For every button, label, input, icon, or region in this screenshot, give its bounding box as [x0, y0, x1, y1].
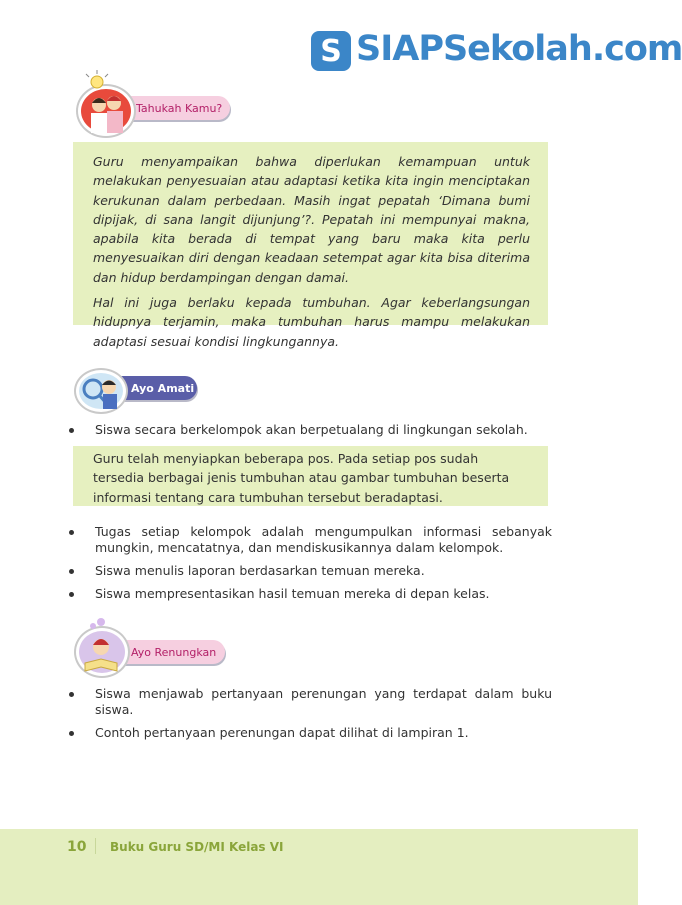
list-item: Tugas setiap kelompok adalah mengumpulkan informasi sebanyak mungkin, mencatatnya, dan mendiskusikannya dalam kelompok. [62, 524, 552, 556]
footer-divider [95, 838, 96, 854]
amati-box-text: Guru telah menyiapkan beberapa pos. Pada setiap pos sudah tersedia berbagai jenis tumbuhan atau gambar tumbuhan beserta informasi tentang cara tumbuhan tersebut beradaptasi. [93, 451, 510, 505]
renungkan-bullet-list [62, 686, 552, 748]
tahukah-paragraph-2: Hal ini juga berlaku kepada tumbuhan. Agar keberlangsungan hidupnya terjamin, maka tumbuhan harus mampu melakukan adaptasi sesuai kondisi lingkungannya. [93, 295, 530, 349]
book-title: Buku Guru SD/MI Kelas VI [110, 840, 284, 854]
list-item: Contoh pertanyaan perenungan dapat dilihat di lampiran 1. [62, 725, 552, 741]
section-label-tahukah [122, 96, 230, 120]
list-item: Siswa mempresentasikan hasil temuan mereka di depan kelas. [62, 586, 552, 602]
tahukah-paragraph-1: Guru menyampaikan bahwa diperlukan kemampuan untuk melakukan penyesuaian atau adaptasi ketika kita ingin menciptakan kerukunan dalam perbedaan. Masih ingat pepatah ‘Dimana bumi dipijak, di sana langit dijunjung’?. Pepatah ini mempunyai makna, apabila kita berada di tempat yang baru maka kita perlu menyesuaikan diri dengan keadaan setempat agar kita bisa diterima dan hidup berdampingan dengan damai. [93, 154, 530, 285]
tahukah-info-box [73, 142, 548, 349]
watermark-brand: SIAPSekolah.com [356, 29, 682, 69]
section-label-amati [117, 376, 197, 400]
observe-magnifier-icon [76, 370, 126, 412]
reflect-reading-icon [76, 628, 128, 676]
list-item: Siswa secara berkelompok akan berpetualang di lingkungan sekolah. [62, 422, 552, 438]
section-label-text: Tahukah Kamu? [136, 101, 223, 115]
section-label-text: Ayo Amati [131, 381, 195, 395]
section-label-renungkan [117, 640, 225, 664]
list-item: Siswa menjawab pertanyaan perenungan yang terdapat dalam buku siswa. [62, 686, 552, 718]
section-label-text: Ayo Renungkan [131, 645, 217, 659]
list-item: Siswa menulis laporan berdasarkan temuan mereka. [62, 563, 552, 579]
page-number: 10 [67, 839, 87, 855]
thought-bubbles-icon [88, 616, 108, 632]
watermark-logo-icon: S [311, 31, 351, 71]
amati-bullet-list-2 [62, 524, 552, 609]
amati-bullet-list-1 [62, 422, 552, 445]
lightbulb-icon [82, 70, 112, 92]
amati-info-box [73, 446, 548, 506]
kids-lightbulb-icon [78, 86, 134, 136]
